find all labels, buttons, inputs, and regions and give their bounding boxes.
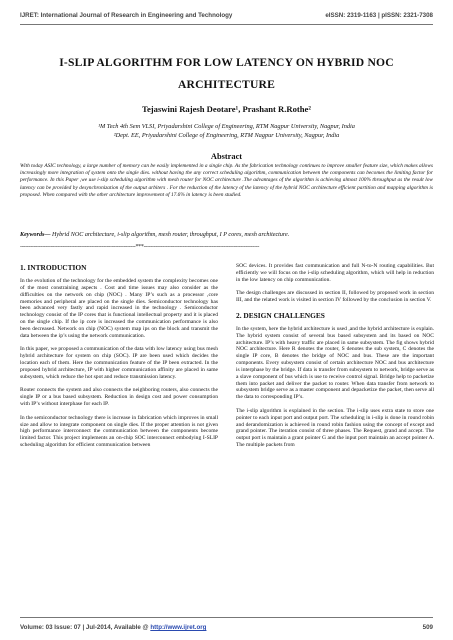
running-header [20, 12, 433, 19]
paragraph: SOC devices. It provides fast communication and full N-to-N routing capabilities. But efficiently we will focus on the i-slip scheduling algorithm, which will help in reduction in the low latency on chip communication. [236, 263, 434, 283]
journal-name: IJRET: International Journal of Research in Engineering and Technology [20, 12, 233, 19]
abstract-heading: Abstract [210, 152, 243, 161]
paragraph: In the system, here the hybrid architecture is used ,and the hybrid architecture is explain. The hybrid system consist of several bus based subsystem and its based on NOC architecture. IP’s with heavy traffic are placed in same subsystem. The fig shows hybrid NOC architecture. Here R denotes the router, S denotes the sub system, C denotes the single IP core, B denotes the bridge of NOC and bus. These are the important components. Every subsystem consist of certain architecture NOC and bus architecture is interphase by the bridge. If data is transfer from subsystem to network, bridge serve as a slave component of bus which is use to receive control signal. Bridge help to packetize them into packet and deliver the packet to router. When data transfer from network to subsystem bridge serve as a master component and depacketize the packet, then serve all the data to corresponding IP’s. [236, 325, 434, 401]
keywords [20, 232, 433, 238]
affiliation-2: ²Dept. EE, Priyadarshini College of Engineering, RTM Nagpur University, Nagpur, India [113, 132, 340, 139]
page-number: 509 [422, 624, 433, 631]
affiliation-1: ¹M Tech 4th Sem VLSI, Priyadarshini College of Engineering, RTM Nagpur University, Nagpur, India [98, 123, 355, 130]
section-separator: --------------------------------------------------------------------***-------------------------------------------------------------------- [20, 244, 260, 250]
paragraph: In this paper, we proposed a communication of the data with low latency using bus mesh hybrid architecture for system on chip (SOC). IP are been used which decides the location each of them. Here the communication feature of the IP been extracted. In the proposed hybrid architecture, IP with higher communication affinity are placed in same subsystem, which reduce the hot spot and reduce transmission latency. [20, 346, 218, 380]
abstract-text: With today ASIC technology, a large number of memory can be easily implemented in a single chip. As the fabrication technology continues to improve smaller feature size, which makes allows increasingly more integration of system onto the single dies. without having the any correct scheduling algorithm, communication between the components can becomes the limiting factor for performance. In this Paper ,we use i-slip scheduling algorithm with mesh router for NOC architecture .The advantages of the algorithm is achieving almost 100% throughput as the result low latency can be provided by desynchronization of the output arbiters . For the reduction of the latency of the latency of the hybrid NOC architecture efficient partition and mapping algorithm is proposed. When compared with the other architecture improvement of 17.6% in latency is been studied. [20, 163, 433, 198]
paragraph: Router connects the system and also connects the neighboring routers, also connects the single IP or a bus based subsystem. Reduction in design cost and power consumption with IP’s without interphase for each IP. [20, 387, 218, 408]
right-column [236, 263, 434, 456]
footer-volume [20, 624, 206, 631]
running-footer [20, 624, 433, 631]
volume-text: Volume: 03 Issue: 07 | Jul-2014, Available @ [20, 624, 151, 631]
journal-link[interactable]: http://www.ijret.org [150, 624, 207, 631]
paper-title [30, 52, 423, 96]
authors: Tejaswini Rajesh Deotare¹, Prashant R.Rothe² [142, 104, 311, 114]
header-rule [20, 24, 433, 25]
section-heading-design-challenges: 2. DESIGN CHALLENGES [236, 310, 325, 320]
paragraph: In the semiconductor technology there is increase in fabrication which improves in small size and allow to integrate component on single dies. If the proper attention is not given high performance interconnect the communication between the components become limited factor. This project implements an on-chip SOC interconnect embodying I-SLIP scheduling algorithm for efficient communication between [20, 414, 218, 449]
keywords-label: Keywords— [20, 232, 51, 238]
paragraph: In the evolution of the technology for the embedded system the complexity becomes one of the most constraining aspects . Cost and time issues may also consider as the difficulties on the network on chip (NOC) . Many IP’s such as a processor ,core memories and peripheral are placed on the single dies. Semiconductor technology has been advanced very fastly and rapid increased in the technology . Semiconductor technology consist of the IP cores that is functional intellectual property and it is placed on the single chip. If the ip core is increased the communication performance is also been decreased. Network on chip (NOC) system map ips on the block and transmit the data between the ip’s using the network communication. [20, 278, 218, 339]
paragraph: The design challenges are discussed in section II, followed by proposed work in section III, and the related work is visited in section IV followed by the conclusion in section V. [236, 290, 434, 304]
issn: eISSN: 2319-1163 | pISSN: 2321-7308 [325, 12, 433, 19]
keywords-text: Hybrid NOC architecture, i-slip algorithm, mesh router, throughput, I P cores, mesh architecture. [50, 232, 290, 238]
title-line-1: I-SLIP ALGORITHM FOR LOW LATENCY ON HYBRID NOC [59, 56, 394, 69]
paragraph: The i-slip algorithm is explained in the section. The i-slip uses extra state to store one pointer to each input port and output port. The scheduling in i-slip is done in round robin and derandomization is achieved in round robin fashion using the concept of except and grand pointer. The iteration consist of three phases. The Request, grand and accept. The output port is maintain a grant pointer G and the input port maintain an accept pointer A. The multiple packets from [236, 407, 434, 449]
title-line-2: ARCHITECTURE [177, 78, 276, 91]
affiliations [20, 122, 433, 140]
left-column [20, 263, 218, 456]
footer-rule [20, 617, 433, 618]
section-heading-introduction: 1. INTRODUCTION [20, 263, 87, 272]
